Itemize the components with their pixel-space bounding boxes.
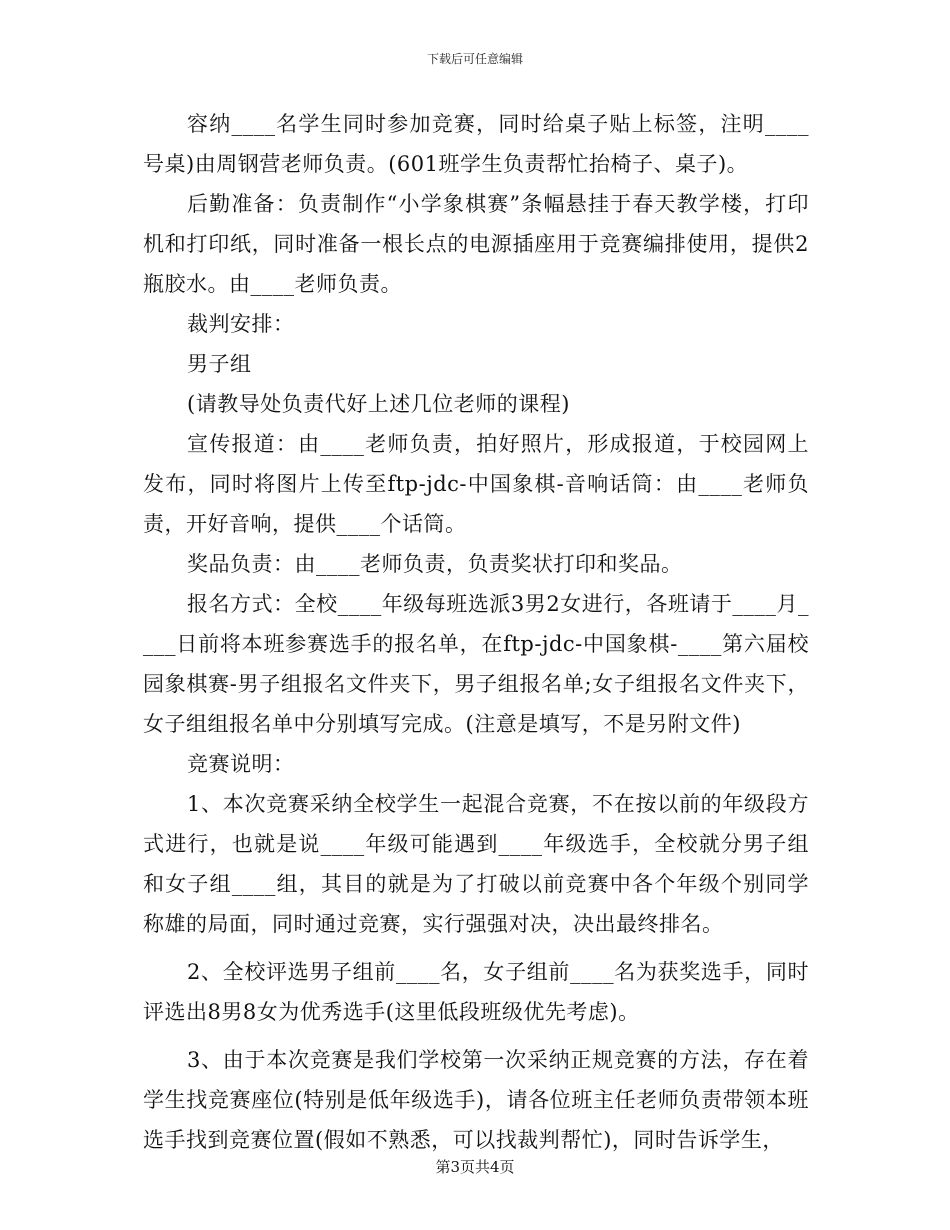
document-body <box>143 104 809 1160</box>
paragraph-competition-heading: 竞赛说明： <box>187 752 295 776</box>
paragraph-rule-1: 1、本次竞赛采纳全校学生一起混合竞赛，不在按以前的年级段方式进行，也就是说____年级可能遇到____年级选手，全校就分男子组和女子组____组，其目的就是为了打破以前竞赛中各个年级个别同学称雄的局面，同时通过竞赛，实行强强对决，决出最终排名。 <box>143 792 809 936</box>
paragraph-publicity: 宣传报道：由____老师负责，拍好照片，形成报道，于校园网上发布，同时将图片上传至ftp-jdc-中国象棋-音响话筒：由____老师负责，开好音响，提供____个话筒。 <box>143 432 809 536</box>
page-header: 下载后可任意编辑 <box>426 52 523 66</box>
paragraph-rule-3: 3、由于本次竞赛是我们学校第一次采纳正规竞赛的方法，存在着学生找竞赛座位(特别是低年级选手)，请各位班主任老师负责带领本班选手找到竞赛位置(假如不熟悉，可以找裁判帮忙)，同时告诉学生， <box>143 1048 809 1152</box>
paragraph-rule-2: 2、全校评选男子组前____名，女子组前____名为获奖选手，同时评选出8男8女为优秀选手(这里低段班级优先考虑)。 <box>143 960 809 1024</box>
paragraph-male-group: 男子组 <box>187 352 252 376</box>
paragraph-venue: 容纳____名学生同时参加竞赛，同时给桌子贴上标签，注明____号桌)由周钢营老师负责。(601班学生负责帮忙抬椅子、桌子)。 <box>143 112 809 176</box>
paragraph-prizes: 奖品负责：由____老师负责，负责奖状打印和奖品。 <box>187 552 683 576</box>
paragraph-class-cover-note: (请教导处负责代好上述几位老师的课程) <box>187 392 570 416</box>
paragraph-registration: 报名方式：全校____年级每班选派3男2女进行，各班请于____月____日前将本班参赛选手的报名单，在ftp-jdc-中国象棋-____第六届校园象棋赛-男子组报名文件夹下，男子组报名单;女子组报名文件夹下，女子组组报名单中分别填写完成。(注意是填写，不是另附文件) <box>143 592 809 736</box>
paragraph-logistics: 后勤准备：负责制作“小学象棋赛”条幅悬挂于春天教学楼，打印机和打印纸，同时准备一根长点的电源插座用于竞赛编排使用，提供2瓶胶水。由____老师负责。 <box>143 192 809 296</box>
paragraph-referee-heading: 裁判安排： <box>187 312 295 336</box>
page-number-footer: 第3页共4页 <box>435 1158 515 1176</box>
